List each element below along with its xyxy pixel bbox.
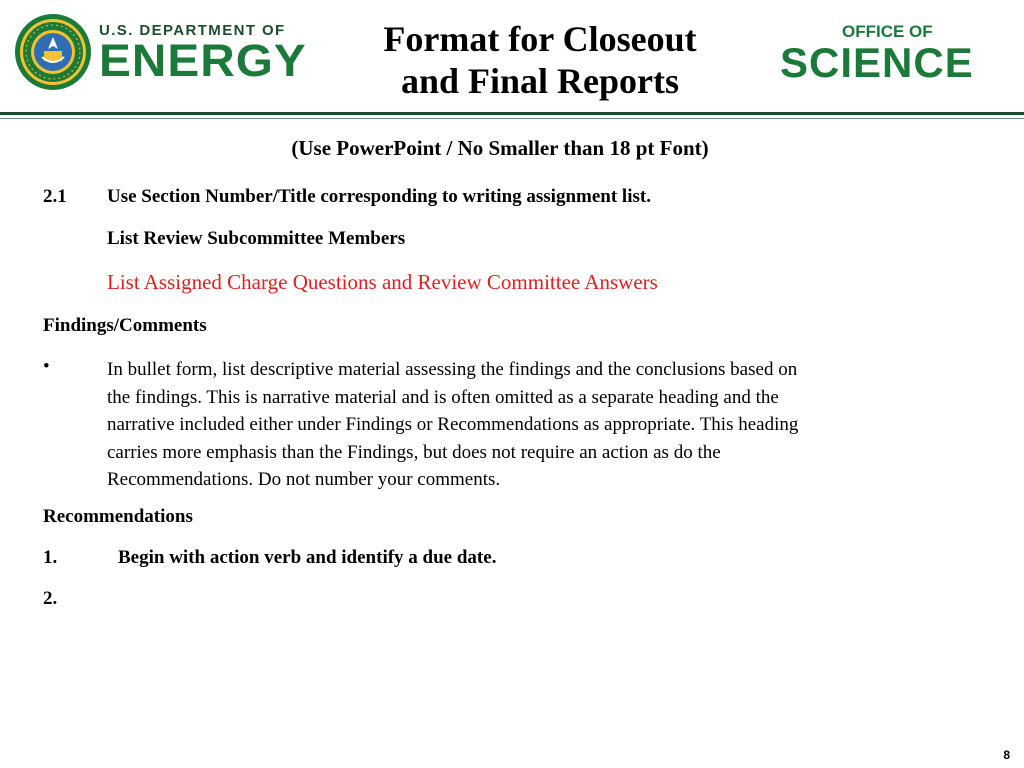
header-divider-thin (0, 118, 1024, 119)
title-line-1: Format for Closeout (383, 19, 697, 59)
slide-subtitle: (Use PowerPoint / No Smaller than 18 pt Font) (291, 136, 709, 160)
recommendation-1-number: 1. (43, 547, 58, 568)
doe-department-label: U.S. DEPARTMENT OF (99, 22, 286, 39)
office-of-science-logo (780, 22, 1010, 84)
slide-header (0, 0, 1024, 112)
members-instruction: List Review Subcommittee Members (107, 228, 406, 249)
doe-energy-label: ENERGY (99, 35, 307, 86)
header-divider (0, 112, 1024, 115)
page-number: 8 (1003, 748, 1010, 762)
recommendations-heading: Recommendations (43, 506, 193, 527)
recommendation-2-number: 2. (43, 588, 58, 609)
bullet-line: In bullet form, list descriptive material assessing the findings and the conclusions based on (107, 359, 798, 380)
office-of-label: OFFICE OF (842, 22, 933, 41)
findings-bullet-text (107, 356, 967, 494)
bullet-line: Recommendations. Do not number your comments. (107, 469, 501, 490)
section-number: 2.1 (43, 186, 67, 207)
recommendation-1-text: Begin with action verb and identify a due date. (118, 547, 497, 568)
bullet-marker: • (43, 356, 50, 377)
doe-seal-icon (14, 13, 92, 91)
doe-wordmark (99, 22, 307, 86)
title-line-2: and Final Reports (400, 61, 680, 101)
page-title (330, 18, 750, 102)
charge-questions-instruction: List Assigned Charge Questions and Review Committee Answers (107, 270, 658, 294)
bullet-line: the findings. This is narrative material and is often omitted as a separate heading and the (107, 386, 779, 408)
section-title-instruction: Use Section Number/Title corresponding to writing assignment list. (107, 186, 651, 207)
bullet-line: carries more emphasis than the Findings, but does not require an action as do the (107, 441, 721, 463)
bullet-line: narrative included either under Findings or Recommendations as appropriate. This heading (107, 414, 799, 435)
findings-heading: Findings/Comments (43, 315, 207, 336)
science-label: SCIENCE (780, 39, 974, 86)
